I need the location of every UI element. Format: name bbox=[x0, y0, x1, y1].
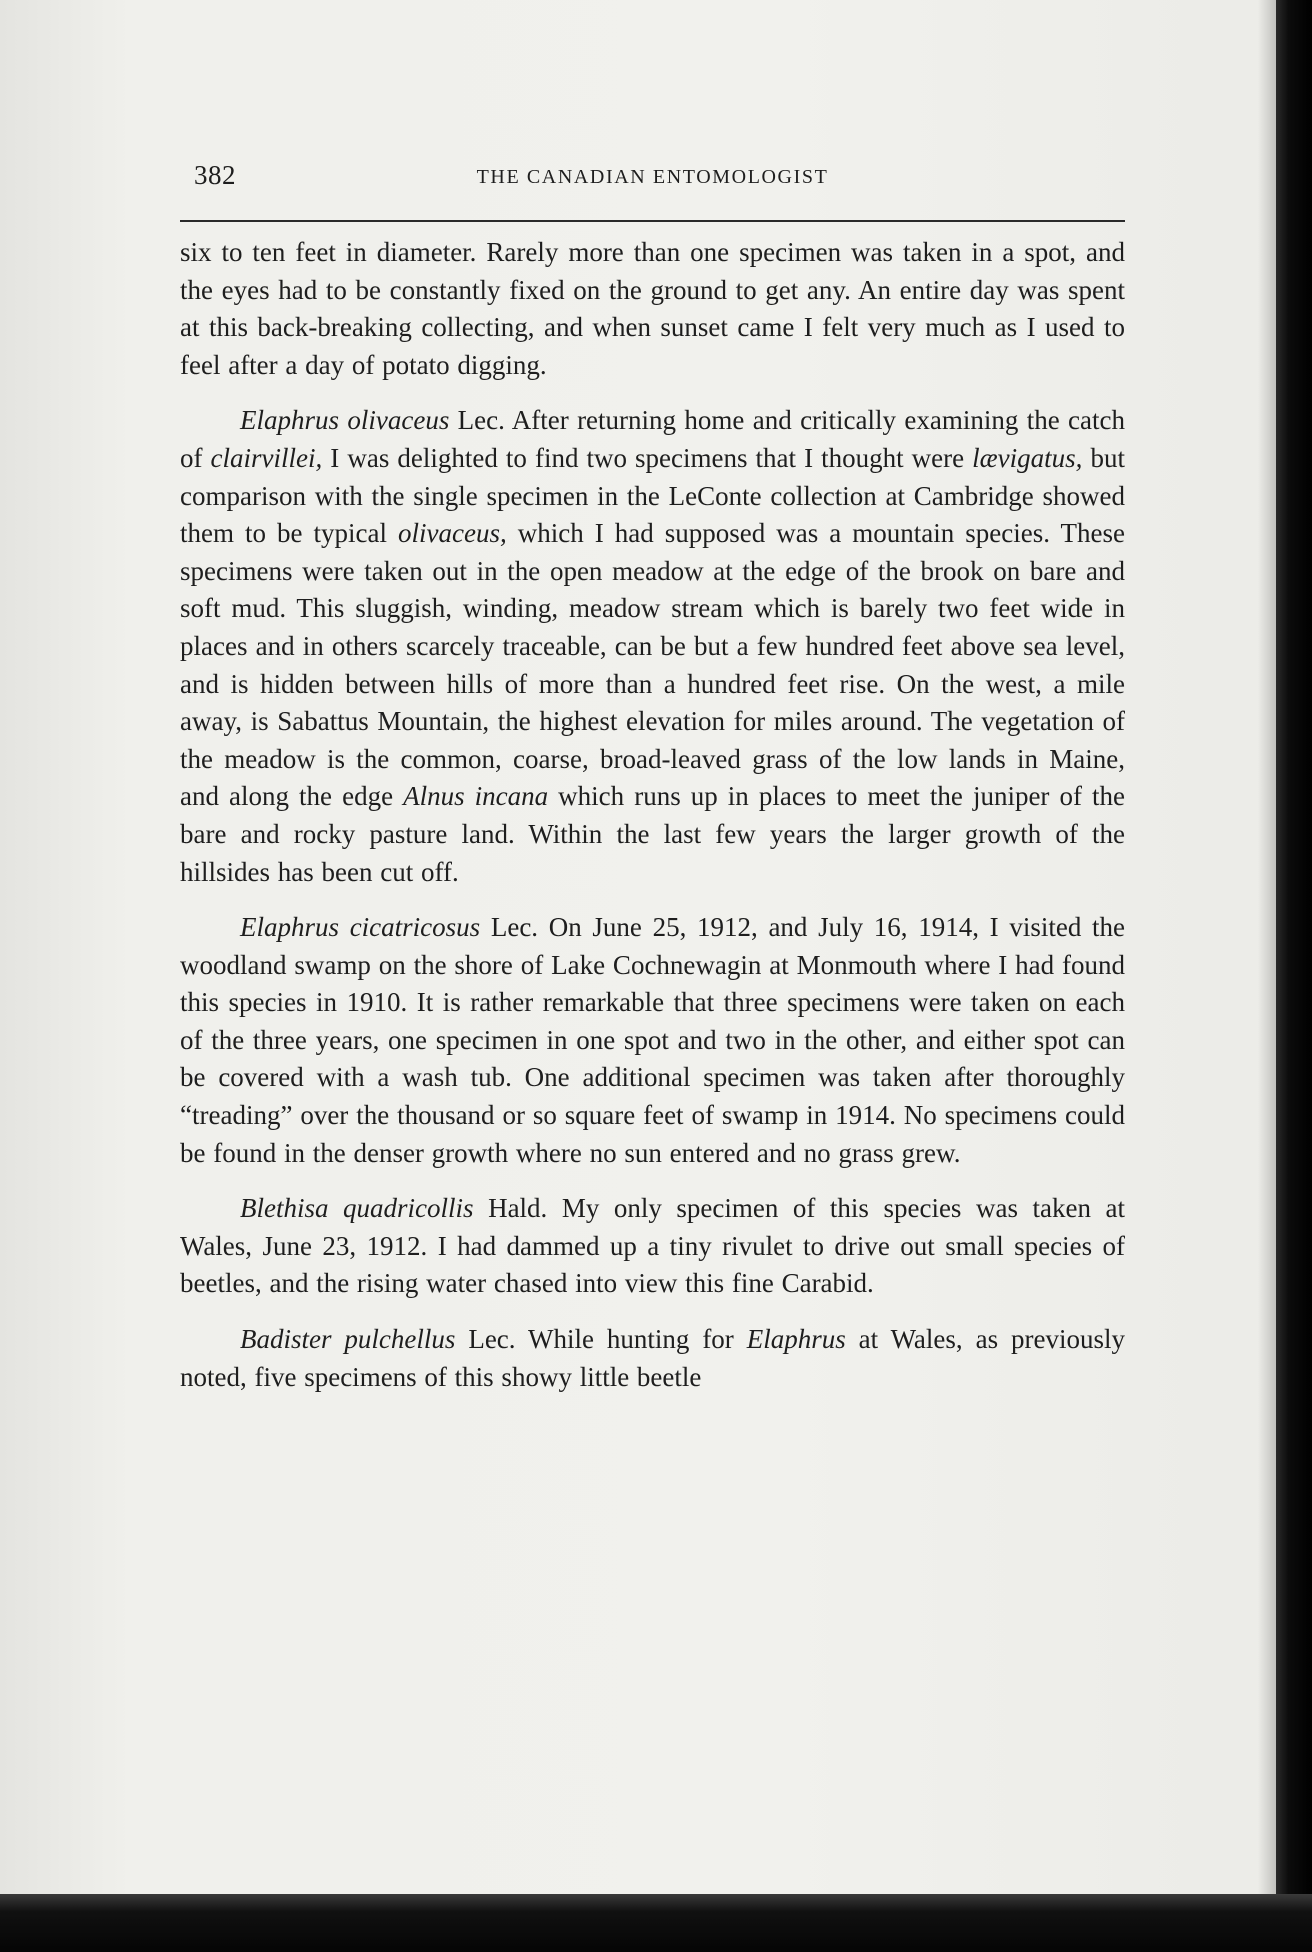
running-header bbox=[180, 160, 1125, 210]
paragraph-elaphrus-cicatricosus bbox=[180, 909, 1125, 1172]
paragraph-blethisa-quadricollis bbox=[180, 1190, 1125, 1303]
text-run: but comparison with the single specimen in the LeConte collection at Cambridge showed them to be typical bbox=[180, 442, 1125, 549]
paragraph-elaphrus-olivaceus bbox=[180, 402, 1125, 891]
text-run: I was delighted to find two specimens that I thought were bbox=[322, 442, 973, 473]
book-binding-edge bbox=[1276, 0, 1312, 1952]
text-run: Lec. After returning home and critically examining the catch of bbox=[180, 405, 1125, 473]
journal-title: THE CANADIAN ENTOMOLOGIST bbox=[476, 166, 829, 188]
species-name: Elaphrus bbox=[746, 1324, 846, 1355]
species-name: Badister pulchellus bbox=[240, 1324, 456, 1355]
species-name: olivaceus, bbox=[398, 518, 507, 549]
paragraph-continuation bbox=[180, 234, 1125, 384]
body-text bbox=[180, 234, 1125, 1396]
text-run: which I had supposed was a mountain species. These specimens were taken out in the open meadow at the edge of the brook on bare and soft mud. This sluggish, winding, meadow stream which is barely two feet wide in places and in others scarcely traceable, can be but a few hundred feet above sea level, and is hidden between hills of more than a hundred feet rise. On the west, a mile away, is Sabattus Mountain, the highest elevation for miles around. The vegetation of the meadow is the common, coarse, broad-leaved grass of the low lands in Maine, and along the edge bbox=[180, 518, 1125, 812]
text-run: Lec. While hunting for bbox=[455, 1324, 747, 1355]
text-run: six to ten feet in diameter. Rarely more than one specimen was taken in a spot, and the eyes had to be constantly fixed on the ground to get any. An entire day was spent at this back-breaking collecting, and when sunset came I felt very much as I used to feel after a day of potato digging. bbox=[180, 237, 1125, 380]
text-run: which runs up in places to meet the juniper of the bare and rocky pasture land. Within the last few years the larger growth of the hillsides has been cut off. bbox=[180, 781, 1125, 887]
page-number: 382 bbox=[194, 160, 236, 190]
species-name: Alnus incana bbox=[403, 781, 549, 812]
scan-bottom-edge bbox=[0, 1894, 1312, 1952]
species-name: Elaphrus olivaceus bbox=[240, 405, 450, 436]
book-page bbox=[180, 160, 1125, 1414]
header-rule bbox=[180, 220, 1125, 222]
text-run: Lec. On June 25, 1912, and July 16, 1914, I visited the woodland swamp on the shore of Lake Cochnewagin at Monmouth where I had found this species in 1910. It is rather remarkable that three specimens were taken on each of the three years, one specimen in one spot and two in the other, and either spot can be covered with a wash tub. One additional specimen was taken after thoroughly “treading” over the thousand or so square feet of swamp in 1914. No specimens could be found in the denser growth where no sun entered and no grass grew. bbox=[180, 912, 1125, 1168]
page-gutter-shadow bbox=[1258, 0, 1276, 1952]
species-name: clairvillei, bbox=[210, 442, 323, 473]
text-run: Hald. My only specimen of this species was taken at Wales, June 23, 1912. I had dammed up a tiny rivulet to drive out small species of beetles, and the rising water chased into view this fine Carabid. bbox=[180, 1193, 1125, 1299]
text-run: at Wales, as previously noted, five specimens of this showy little beetle bbox=[180, 1324, 1125, 1392]
species-name: Elaphrus cicatricosus bbox=[240, 912, 481, 943]
species-name: Blethisa quadricollis bbox=[240, 1193, 474, 1224]
paragraph-badister-pulchellus bbox=[180, 1321, 1125, 1396]
species-name: lævigatus, bbox=[972, 442, 1083, 473]
